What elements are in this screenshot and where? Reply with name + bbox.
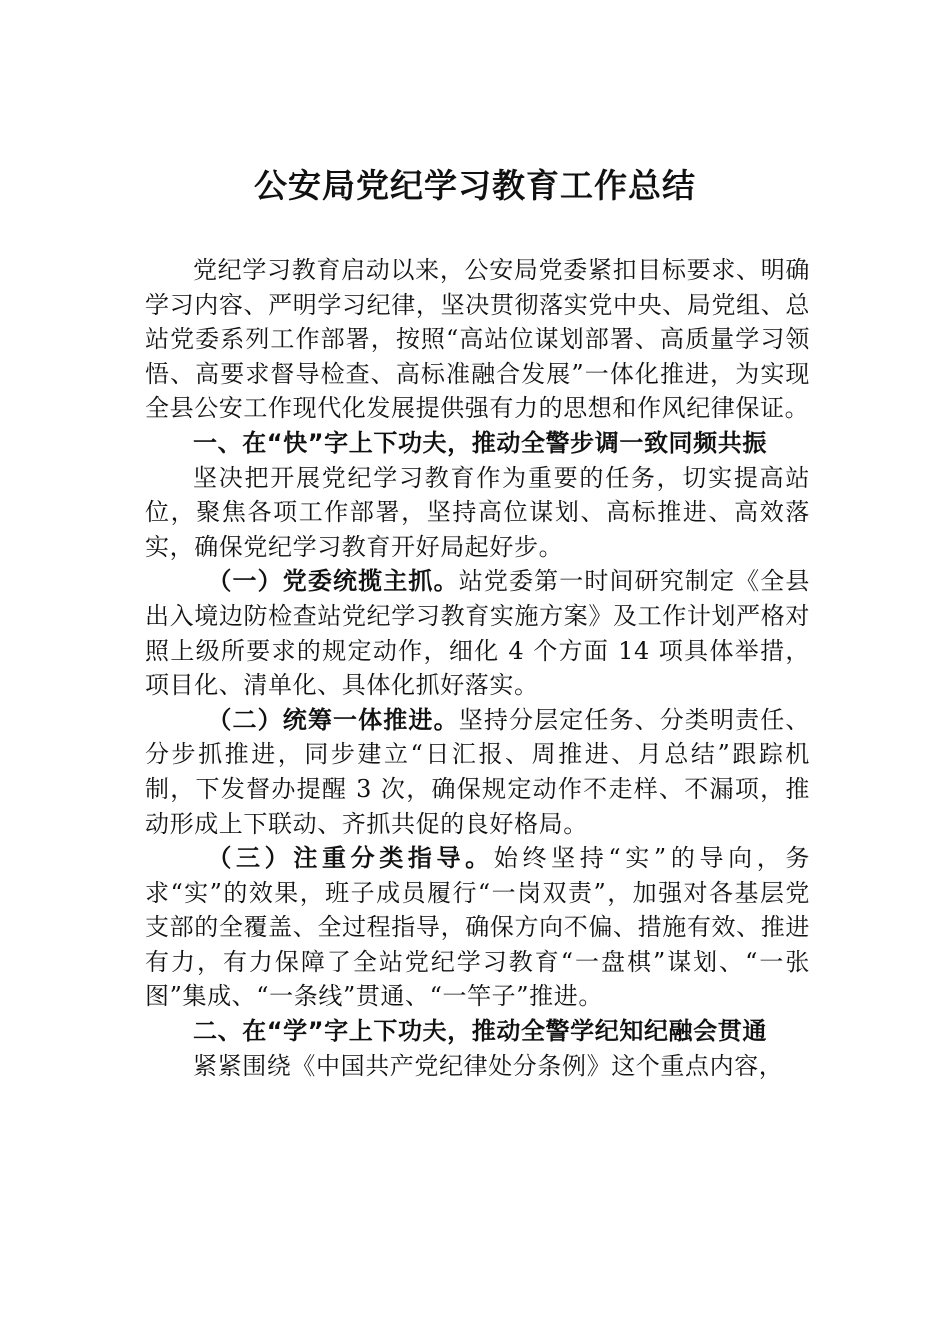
section-1-heading: 一、在“快”字上下功夫，推动全警步调一致同频共振 xyxy=(193,428,767,457)
section-1-item-2 xyxy=(145,703,810,841)
item-1-lead: （一）党委统揽主抓。 xyxy=(207,567,459,596)
item-3-lead: （三）注重分类指导。 xyxy=(207,844,494,873)
document-body xyxy=(145,253,810,1083)
document-title: 公安局党纪学习教育工作总结 xyxy=(254,166,696,205)
item-1-text: 站党委第一时间研究制定《全县出入境边防检查站党纪学习教育实施方案》及工作计划严格对照上级所要求的规定动作，细化 4 个方面 14 项具体举措，项目化、清单化、具体化抓好落实。 xyxy=(145,567,810,700)
item-2-text: 坚持分层定任务、分类明责任、分步抓推进，同步建立“日汇报、周推进、月总结”跟踪机制，下发督办提醒 3 次，确保规定动作不走样、不漏项，推动形成上下联动、齐抓共促的良好格局。 xyxy=(145,705,810,838)
section-1-item-1 xyxy=(145,564,810,702)
item-3-text: 始终坚持“实”的导向，务求“实”的效果，班子成员履行“一岗双责”，加强对各基层党支部的全覆盖、全过程指导，确保方向不偏、措施有效、推进有力，有力保障了全站党纪学习教育“一盘棋”谋划、“一张图”集成、“一条线”贯通、“一竿子”推进。 xyxy=(145,844,811,1011)
section-2-paragraph: 紧紧围绕《中国共产党纪律处分条例》这个重点内容， xyxy=(193,1051,784,1080)
section-1-item-3 xyxy=(145,841,810,1014)
section-1-paragraph: 坚决把开展党纪学习教育作为重要的任务，切实提高站位，聚焦各项工作部署，坚持高位谋划、高标推进、高效落实，确保党纪学习教育开好局起好步。 xyxy=(145,463,810,561)
item-2-lead: （二）统筹一体推进。 xyxy=(207,705,459,734)
intro-paragraph: 党纪学习教育启动以来，公安局党委紧扣目标要求、明确学习内容、严明学习纪律，坚决贯彻落实党中央、局党组、总站党委系列工作部署，按照“高站位谋划部署、高质量学习领悟、高要求督导检查、高标准融合发展”一体化推进，为实现全县公安工作现代化发展提供强有力的思想和作风纪律保证。 xyxy=(145,256,810,423)
section-2-heading: 二、在“学”字上下功夫，推动全警学纪知纪融会贯通 xyxy=(193,1017,767,1046)
